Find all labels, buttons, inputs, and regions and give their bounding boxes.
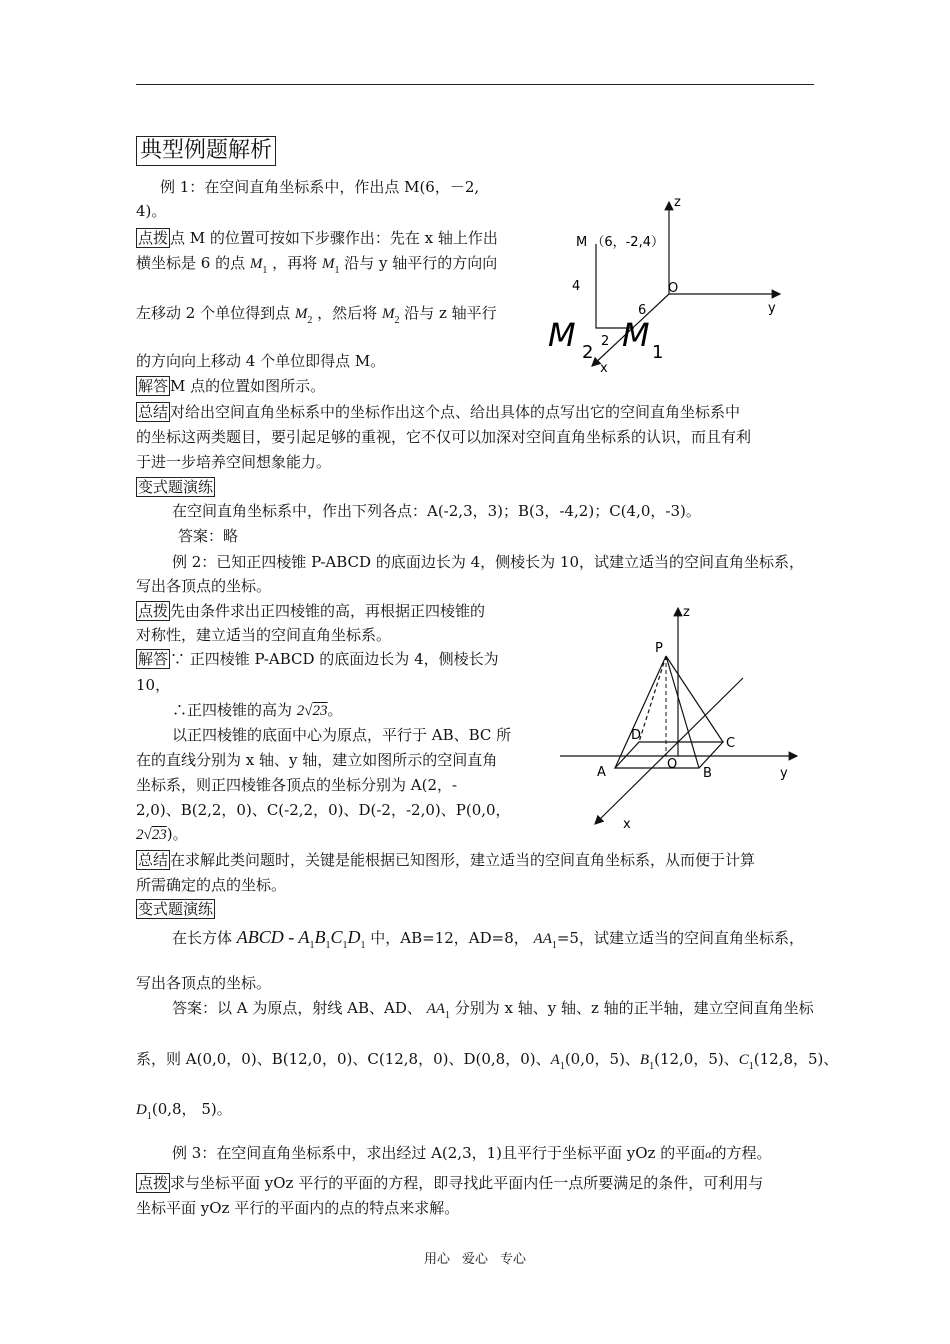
- ex1-hint-text3a: 左移动 2 个单位得到点: [136, 304, 291, 322]
- cuboid-formula: ABCD - $A_1B_1C_1D_1$: [236, 927, 366, 951]
- m1-subscript: 1: [652, 342, 664, 363]
- ex1-hint-text3b: ，然后将: [317, 304, 378, 322]
- ex2-answer-line7: 2,0)、B(2,2，0)、C(-2,2，0)、D(-2，-2,0)、P(0,0，: [136, 801, 511, 819]
- ex1-variant-heading: [136, 476, 215, 498]
- ex2-answer-line8: 2√23)。: [136, 825, 188, 843]
- ex1-hint-line3: [136, 302, 497, 332]
- height-formula: 2√23: [296, 703, 328, 719]
- ex2-answer-line4: 以正四棱锥的底面中心为原点，平行于 AB、BC 所: [172, 726, 512, 744]
- m1-label: M: [622, 316, 650, 354]
- ex2-answer-line1: [136, 648, 499, 670]
- m1-symbol: $M_1$: [321, 256, 340, 276]
- ex2-summary-line1: [136, 849, 755, 871]
- footer-text-2: 爱心: [461, 1252, 488, 1267]
- ex1-summary-line3: 于进一步培养空间想象能力。: [136, 453, 332, 471]
- ex1-variant-text: 在空间直角坐标系中，作出下列各点：A(-2,3，3)；B(3，-4,2)；C(4,0，-3)。: [172, 502, 701, 520]
- figure-point-m: [540, 188, 800, 378]
- p-label: P: [655, 641, 663, 656]
- ex1-hint-line4: 的方向向上移动 4 个单位即得点 M。: [136, 352, 386, 370]
- point-m-label: M （6，-2,4）: [576, 235, 664, 250]
- ex2-answer-text1: ∵ 正四棱锥 P-ABCD 的底面边长为 4，侧棱长为: [170, 650, 499, 668]
- ex1-hint-text1: 点 M 的位置可按如下步骤作出：先在 x 轴上作出: [170, 229, 498, 247]
- origin-label: O: [667, 757, 678, 772]
- ex1-hint-text3c: 沿与 z 轴平行: [404, 304, 497, 322]
- ex1-hint-text2c: 沿与 y 轴平行的方向向: [344, 254, 498, 272]
- ex2-variant-answer-text2a: 系，则 A(0,0，0)、B(12,0，0)、C(12,8，0)、D(0,8，0)、: [136, 1050, 551, 1068]
- c-label: C: [726, 736, 736, 751]
- edge-pd: [639, 656, 666, 742]
- ex1-summary-line1: [136, 401, 740, 423]
- distance-2-label: 2: [601, 334, 610, 349]
- summary-tag: 总结: [138, 851, 169, 869]
- z-label: z: [683, 605, 690, 620]
- distance-6-label: 6: [638, 303, 647, 318]
- ex2-variant-answer-line3: $D_1(0,8$， 5)。: [136, 1100, 232, 1122]
- m2-symbol: $M_2$: [381, 306, 400, 326]
- ex1-summary-line2: 的坐标这两类题目，要引起足够的重视，它不仅可以加深对空间直角坐标系的认识，而且有利: [136, 428, 752, 446]
- ex3-question-text: 例 3：在空间直角坐标系中，求出经过 A(2,3，1)且平行于坐标平面 yOz 的平面: [172, 1144, 706, 1162]
- header-rule: [136, 84, 814, 85]
- ex1-answer-line: [136, 375, 325, 397]
- ex2-question-line1: 例 2：已知正四棱锥 P-ABCD 的底面边长为 4，侧棱长为 10，试建立适当的空间直角坐标系，: [172, 553, 804, 571]
- ex2-variant-line1: [172, 926, 804, 957]
- ex2-answer-line5: 在的直线分别为 x 轴、y 轴，建立如图所示的空间直角: [136, 751, 498, 769]
- ex2-answer-text3: ∴正四棱锥的高为: [172, 701, 293, 719]
- ex3-question-line1: 例 3：在空间直角坐标系中，求出经过 A(2,3，1)且平行于坐标平面 yOz 的平面α的方程。: [172, 1144, 772, 1162]
- y-label: y: [768, 301, 776, 316]
- ex2-hint-line2: 对称性，建立适当的空间直角坐标系。: [136, 626, 392, 644]
- y-label: y: [780, 766, 788, 781]
- ex2-variant-answer-text1b: 分别为 x 轴、y 轴、z 轴的正半轴，建立空间直角坐标: [454, 999, 814, 1017]
- m2-symbol: $M_2$: [294, 306, 313, 326]
- x-axis: [595, 678, 743, 824]
- ex2-answer-line6: 坐标系，则正四棱锥各顶点的坐标分别为 A(2，-: [136, 776, 458, 794]
- figure-pyramid: [555, 598, 805, 834]
- ex1-hint-line1: [136, 227, 498, 249]
- section-title: 典型例题解析: [136, 136, 276, 166]
- aa1-symbol: $AA_1$: [533, 931, 557, 951]
- ex2-variant-heading: [136, 898, 215, 920]
- answer-tag: 解答: [138, 650, 169, 668]
- ex2-answer-line3: ∴正四棱锥的高为 2√23。: [172, 701, 343, 719]
- p-height-formula: 2√23: [136, 827, 167, 843]
- ex2-hint-text1: 先由条件求出正四棱锥的高，再根据正四棱锥的: [170, 602, 486, 620]
- edge-pb: [666, 656, 699, 768]
- ex2-variant-line2: 写出各顶点的坐标。: [136, 974, 272, 992]
- ex2-summary-line2: 所需确定的点的坐标。: [136, 876, 287, 894]
- ex2-variant-answer-line1: [172, 997, 814, 1027]
- x-label: x: [623, 817, 631, 832]
- ex2-variant-text1a: 在长方体: [172, 929, 233, 947]
- m2-label: M: [548, 316, 576, 354]
- m1-symbol: $M_1$: [249, 256, 268, 276]
- ex1-hint-text2b: ，再将: [272, 254, 318, 272]
- a-label: A: [597, 765, 606, 780]
- z-label: z: [674, 195, 681, 210]
- ex1-answer-text: M 点的位置如图所示。: [170, 377, 326, 395]
- page-footer: [0, 1248, 950, 1267]
- variant-tag: 变式题演练: [138, 478, 214, 496]
- ex2-variant-answer-text1a: 答案：以 A 为原点，射线 AB、AD、: [172, 999, 422, 1017]
- c1-symbol: $C_1$: [738, 1052, 754, 1072]
- ex3-hint-line2: 坐标平面 yOz 平行的平面内的点的特点来求解。: [136, 1199, 460, 1217]
- m2-subscript: 2: [582, 342, 594, 363]
- edge-pc: [666, 656, 723, 742]
- ex2-variant-text1b: 中，AB=12，AD=8，: [370, 929, 529, 947]
- d1-symbol: $D_1$: [136, 1102, 152, 1122]
- x-label: x: [600, 361, 608, 376]
- origin-label: O: [668, 281, 679, 296]
- ex1-question-line1: 例 1：在空间直角坐标系中，作出点 M(6，－2,: [160, 178, 480, 196]
- b1-symbol: $B_1$: [639, 1052, 655, 1072]
- footer-text-3: 专心: [500, 1252, 527, 1267]
- summary-tag: 总结: [138, 403, 169, 421]
- ex1-variant-answer: 答案：略: [178, 527, 239, 545]
- b-label: B: [703, 766, 712, 781]
- ex2-variant-text1c: =5，试建立适当的空间直角坐标系，: [556, 929, 804, 947]
- ex2-answer-line2: 10，: [136, 676, 171, 694]
- variant-tag: 变式题演练: [138, 900, 214, 918]
- hint-tag: 点拨: [138, 229, 169, 247]
- ex1-hint-text2a: 横坐标是 6 的点: [136, 254, 246, 272]
- ex1-summary-text1: 对给出空间直角坐标系中的坐标作出这个点、给出具体的点写出它的空间直角坐标系中: [170, 403, 741, 421]
- hint-tag: 点拨: [138, 1174, 169, 1192]
- aa1-symbol: $AA_1$: [426, 1001, 450, 1021]
- edge-pa: [615, 656, 666, 768]
- ex3-hint-line1: [136, 1172, 763, 1194]
- ex1-question-line2: 4)。: [136, 202, 167, 220]
- hint-tag: 点拨: [138, 602, 169, 620]
- height-4-label: 4: [572, 279, 581, 294]
- ex2-variant-answer-line2: 系，则 A(0,0，0)、B(12,0，0)、C(12,8，0)、D(0,8，0)、$A_1(0,0$，5)、$B_1(12,0$，5)、$C_1(12,8$，5)、: [136, 1050, 839, 1072]
- ex1-hint-line2: [136, 252, 497, 282]
- answer-tag: 解答: [138, 377, 169, 395]
- alpha-symbol: α: [705, 1147, 712, 1161]
- ex2-question-line2: 写出各顶点的坐标。: [136, 577, 272, 595]
- footer-text-1: 用心: [423, 1252, 450, 1267]
- ex2-summary-text1: 在求解此类问题时，关键是能根据已知图形，建立适当的空间直角坐标系，从而便于计算: [170, 851, 756, 869]
- a1-symbol: $A_1$: [550, 1052, 565, 1072]
- ex3-hint-text1: 求与坐标平面 yOz 平行的平面的方程，即寻找此平面内任一点所要满足的条件，可利用与: [170, 1174, 764, 1192]
- ex2-hint-line1: [136, 600, 485, 622]
- d-label: D: [631, 728, 642, 743]
